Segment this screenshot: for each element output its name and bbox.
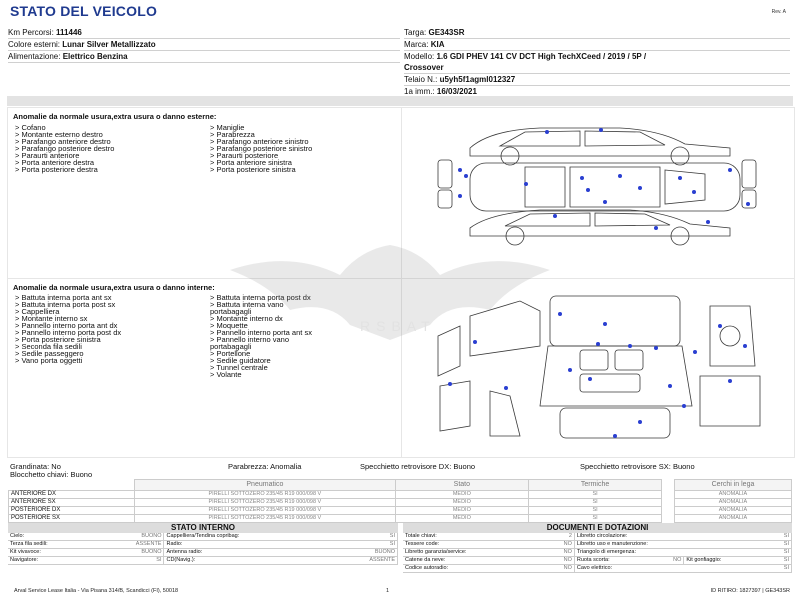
list-item: > Battuta interna porta post dx <box>210 293 311 302</box>
list-item: > Parabrezza <box>210 130 255 139</box>
table-row: Navigatore: SI CD(Navig.): ASSENTE <box>8 557 398 565</box>
internal-title: Anomalie da normale usura,extra usura o danno interne: <box>13 283 215 292</box>
documenti-box <box>403 523 792 573</box>
list-item: > Pannello interno porta ant sx <box>210 328 312 337</box>
table-row: ANTERIORE DX PIRELLI SOTTOZERO 235/45 R19 000/098 V MEDIO SI ANOMALIA <box>9 491 792 499</box>
header-stato: Stato <box>395 480 528 491</box>
header-termiche: Termiche <box>528 480 661 491</box>
table-row: ANTERIORE SX PIRELLI SOTTOZERO 235/45 R19 000/098 V MEDIO SI ANOMALIA <box>9 499 792 507</box>
list-item: > Cappelliera <box>15 307 60 316</box>
table-row: Kit vivavoce: BUONO Antenna radio: BUONO <box>8 549 398 557</box>
list-item: > Porta posteriore sinistra <box>15 335 101 344</box>
external-title: Anomalie da normale usura,extra usura o danno esterne: <box>13 112 217 121</box>
list-item: > Volante <box>210 370 242 379</box>
telaio-row: Telaio N.: u5yh5f1agml012327 <box>404 74 790 86</box>
list-item: > Parafango anteriore destro <box>15 137 111 146</box>
modello-row-2: Crossover <box>404 62 790 74</box>
table-row: Terza fila sedili: ASSENTE Radio: SI <box>8 541 398 549</box>
header-left <box>8 27 400 63</box>
stato-interno-table <box>8 533 398 565</box>
list-item: > Pannello interno porta post dx <box>15 328 122 337</box>
internal-car-diagram <box>430 286 770 448</box>
list-item: > Vano porta oggetti <box>15 356 83 365</box>
table-row: Totale chiavi: 2 Libretto circolazione: SI <box>403 533 792 541</box>
modello-row: Modello: 1.6 GDI PHEV 141 CV DCT High TechXCeed / 2019 / 5P / <box>404 52 647 61</box>
stato-interno-title: STATO INTERNO <box>8 523 398 533</box>
list-item: > Sedile passeggero <box>15 349 84 358</box>
list-item: > Battuta interna porta ant sx <box>15 293 112 302</box>
targa-row: Targa: GE343SR <box>404 27 790 39</box>
list-item: > Battuta interna porta post sx <box>15 300 116 309</box>
revision-label: Rev. A <box>771 9 786 15</box>
alimentazione-row: Alimentazione: Elettrico Benzina <box>8 51 400 63</box>
table-row: Tessere code: NO Libretto uso e manutenzione: SI <box>403 541 792 549</box>
header-cerchi: Cerchi in lega <box>674 480 791 491</box>
external-list-right <box>210 124 312 173</box>
stato-interno-box <box>8 523 398 565</box>
list-item: > Pannello interno vano <box>210 335 290 344</box>
table-row: Libretto garanzia/service: NO Triangolo di emergenza: SI <box>403 549 792 557</box>
table-row: Codice autoradio: NO Cavo elettrico: SI <box>403 565 792 573</box>
list-item: > Porta posteriore sinistra <box>210 165 296 174</box>
footer-id: ID RITIRO: 1827397 | GE343SR <box>710 588 790 594</box>
internal-list-right <box>210 294 312 378</box>
chiavi-status: Blocchetto chiavi: Buono <box>10 470 93 479</box>
list-item: portabagagli <box>210 342 252 351</box>
grandinata-status: Grandinata: No <box>10 462 61 471</box>
list-item: portabagagli <box>210 307 252 316</box>
list-item: > Montante interno dx <box>210 314 283 323</box>
tyre-table-header <box>9 480 792 491</box>
list-item: > Porta anteriore destra <box>15 158 95 167</box>
list-item: > Parafango anteriore sinistro <box>210 137 309 146</box>
list-item: > Porta posteriore destra <box>15 165 98 174</box>
km-row: Km Percorsi: 111446 <box>8 27 400 39</box>
table-row: POSTERIORE SX PIRELLI SOTTOZERO 235/45 R19 000/098 V MEDIO SI ANOMALIA <box>9 515 792 523</box>
car-side-right-outline <box>470 128 730 165</box>
external-list-left <box>15 124 114 173</box>
interior-outline <box>438 296 760 438</box>
list-item: > Parafango posteriore destro <box>15 144 115 153</box>
list-item: > Tunnel centrale <box>210 363 268 372</box>
list-item: > Portellone <box>210 349 251 358</box>
list-item: > Porta anteriore sinistra <box>210 158 292 167</box>
list-item: > Paraurti anteriore <box>15 151 80 160</box>
specchio-sx-status: Specchietto retrovisore SX: Buono <box>580 462 695 471</box>
internal-list-left <box>15 294 121 364</box>
header-pneumatico: Pneumatico <box>134 480 395 491</box>
parabrezza-status: Parabrezza: Anomalia <box>228 462 302 471</box>
imm-row: 1a imm.: 16/03/2021 <box>404 86 790 98</box>
table-row: Cielo: BUONO Cappelliera/Tendina copribag: SI <box>8 533 398 541</box>
footer-page-number: 1 <box>386 588 390 594</box>
list-item: > Parafango posteriore sinistro <box>210 144 313 153</box>
list-item: > Pannello interno porta ant dx <box>15 321 118 330</box>
list-item: > Battuta interna vano <box>210 300 284 309</box>
list-item: > Maniglie <box>210 123 245 132</box>
marca-row: Marca: KIA <box>404 39 790 51</box>
page-title: STATO DEL VEICOLO <box>10 3 158 19</box>
external-car-diagram <box>430 118 770 270</box>
documenti-table <box>403 533 792 573</box>
list-item: > Seconda fila sedili <box>15 342 82 351</box>
watermark-text: RSBAT <box>360 318 436 334</box>
colore-row: Colore esterni: Lunar Silver Metallizzato <box>8 39 400 51</box>
documenti-title: DOCUMENTI E DOTAZIONI <box>403 523 792 533</box>
table-row: Catene da neve: NO Ruota scorta: NO Kit gonfiaggio: SI <box>403 557 792 565</box>
car-side-left-outline <box>470 210 730 245</box>
list-item: > Montante esterno destro <box>15 130 103 139</box>
list-item: > Cofano <box>15 123 46 132</box>
footer-address: Arval Service Lease Italia - Via Pisana 314/B, Scandicci (FI), 50018 <box>14 588 179 594</box>
table-row: POSTERIORE DX PIRELLI SOTTOZERO 235/45 R19 000/098 V MEDIO SI ANOMALIA <box>9 507 792 515</box>
header-right <box>404 27 790 98</box>
list-item: > Paraurti posteriore <box>210 151 279 160</box>
internal-damage-dots <box>448 312 747 438</box>
tyre-table <box>8 479 792 523</box>
list-item: > Moquette <box>210 321 248 330</box>
car-top-outline <box>438 160 756 211</box>
specchio-dx-status: Specchietto retrovisore DX: Buono <box>360 462 476 471</box>
list-item: > Sedile guidatore <box>210 356 271 365</box>
separator-bar <box>7 96 793 106</box>
list-item: > Montante interno sx <box>15 314 88 323</box>
